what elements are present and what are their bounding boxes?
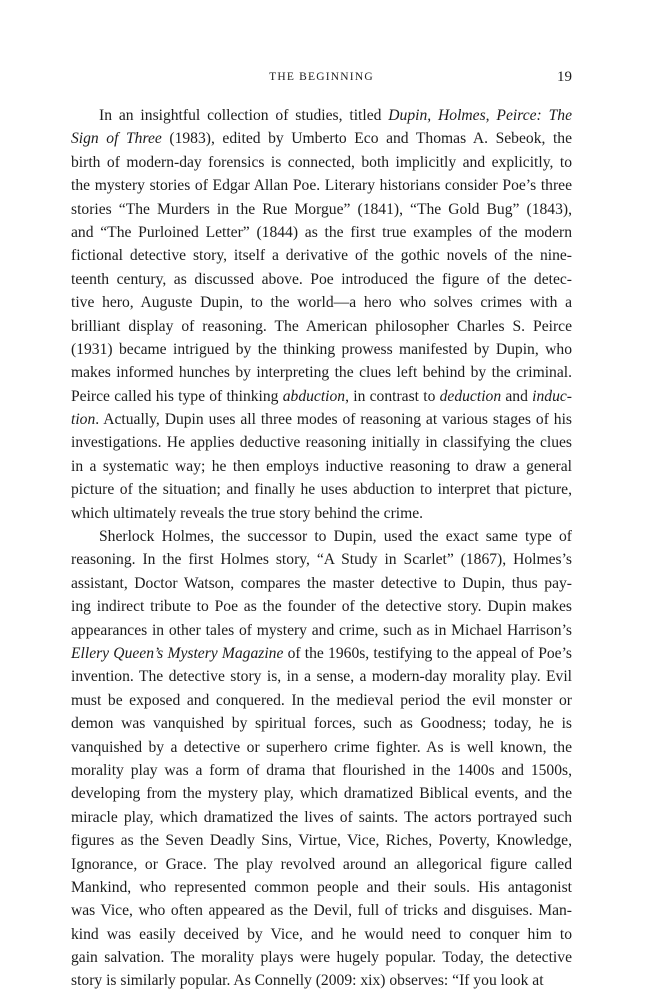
page-number: 19 [557, 69, 572, 85]
text-run: appearances in other tales of mystery and crime, such as in Michael Harrison’s [71, 621, 572, 639]
text-run: . Actually, Dupin uses all three modes of reasoning at various stages of his [95, 411, 572, 429]
italic-text: tion [71, 411, 96, 429]
text-line [71, 502, 572, 525]
text-run: makes informed hunches by interpreting the clues left behind by the criminal. [71, 364, 572, 382]
text-line [71, 198, 572, 221]
text-line [71, 408, 572, 431]
text-run: Sherlock Holmes, the successor to Dupin, used the exact same type of [99, 528, 572, 546]
text-run: investigations. He applies deductive reasoning initially in classifying the clues [71, 434, 572, 452]
italic-text: abduction [282, 387, 346, 405]
italic-text: Sign of Three [71, 130, 162, 148]
italic-text: induc- [532, 387, 572, 405]
text-line [71, 782, 572, 805]
text-line [71, 548, 572, 571]
italic-text: Dupin, Holmes, Peirce: The [388, 107, 572, 124]
text-line [71, 478, 572, 501]
italic-text: deduction [439, 387, 502, 405]
text-run: stories “The Murders in the Rue Morgue” (1841), “The Gold Bug” (1843), [71, 200, 572, 218]
text-run: , in contrast to [345, 387, 440, 405]
text-line [71, 221, 572, 244]
text-line [71, 829, 572, 852]
text-run: ing indirect tribute to Poe as the founder of the detective story. Dupin makes [71, 598, 572, 616]
text-run: and “The Purloined Letter” (1844) as the first true examples of the modern [71, 223, 572, 241]
text-line [71, 946, 572, 969]
text-run: morality play was a form of drama that flourished in the 1400s and 1500s, [71, 761, 572, 779]
text-line [71, 853, 572, 876]
text-line [71, 899, 572, 922]
text-line [71, 806, 572, 829]
text-run: which ultimately reveals the true story behind the crime. [71, 504, 424, 522]
text-line [71, 151, 572, 174]
text-run: developing from the mystery play, which dramatized Biblical events, and the [71, 785, 572, 803]
text-run: assistant, Doctor Watson, compares the master detective to Dupin, thus pay- [71, 574, 572, 592]
text-line [71, 689, 572, 712]
text-line [71, 759, 572, 782]
running-header [71, 66, 572, 88]
body-text [71, 104, 572, 993]
text-run: fictional detective story, itself a derivative of the gothic novels of the nine- [71, 247, 572, 265]
text-line [71, 969, 572, 992]
text-run: figures as the Seven Deadly Sins, Virtue, Vice, Riches, Poverty, Knowledge, [71, 832, 572, 850]
text-run: Ignorance, or Grace. The play revolved around an allegorical figure called [71, 855, 572, 873]
text-run: was Vice, who often appeared as the Devil, full of tricks and disguises. Man- [71, 902, 572, 920]
italic-text: Ellery Queen’s Mystery Magazine [71, 644, 284, 662]
text-line [71, 712, 572, 735]
text-run: miracle play, which dramatized the lives of saints. The actors portrayed such [71, 808, 572, 826]
text-run: story is similarly popular. As Connelly (2009: xix) observes: “If you look at [71, 972, 544, 990]
text-run: the mystery stories of Edgar Allan Poe. Literary historians consider Poe’s three [71, 177, 572, 195]
text-line [71, 361, 572, 384]
text-line [71, 876, 572, 899]
text-run: must be exposed and conquered. In the medieval period the evil monster or [71, 691, 572, 709]
text-line [71, 385, 572, 408]
text-run: and [501, 387, 533, 405]
text-run: reasoning. In the first Holmes story, “A Study in Scarlet” (1867), Holmes’s [71, 551, 572, 569]
text-line [71, 619, 572, 642]
text-line [71, 174, 572, 197]
text-run: tive hero, Auguste Dupin, to the world—a hero who solves crimes with a [71, 294, 572, 312]
text-line [71, 525, 572, 548]
text-run: Mankind, who represented common people and their souls. His antagonist [71, 878, 572, 896]
text-run: In an insightful collection of studies, titled [99, 107, 389, 124]
text-line [71, 268, 572, 291]
text-line [71, 455, 572, 478]
text-run: (1983), edited by Umberto Eco and Thomas A. Sebeok, the [161, 130, 573, 148]
text-line [71, 572, 572, 595]
text-run: demon was vanquished by spiritual forces, such as Goodness; today, he is [71, 715, 572, 733]
text-run: invention. The detective story is, in a sense, a modern-day morality play. Evil [71, 668, 572, 686]
text-line [71, 127, 572, 150]
text-line [71, 338, 572, 361]
text-line [71, 736, 572, 759]
text-run: picture of the situation; and finally he uses abduction to interpret that picture, [71, 481, 572, 499]
text-run: Peirce called his type of thinking [71, 387, 283, 405]
text-line [71, 923, 572, 946]
text-line [71, 595, 572, 618]
text-run: teenth century, as discussed above. Poe introduced the figure of the detec- [71, 270, 572, 288]
text-run: gain salvation. The morality plays were hugely popular. Today, the detective [71, 949, 572, 967]
text-run: kind was easily deceived by Vice, and he would need to conquer him to [71, 925, 572, 943]
text-run: (1931) became intrigued by the thinking prowess manifested by Dupin, who [71, 340, 572, 358]
text-run: of the 1960s, testifying to the appeal of Poe’s [283, 644, 572, 662]
text-run: in a systematic way; he then employs inductive reasoning to draw a general [71, 457, 572, 475]
paragraph [71, 525, 572, 993]
text-line [71, 291, 572, 314]
paragraph [71, 104, 572, 525]
text-run: brilliant display of reasoning. The American philosopher Charles S. Peirce [71, 317, 572, 335]
text-line [71, 642, 572, 665]
text-line [71, 665, 572, 688]
text-run: vanquished by a detective or superhero crime fighter. As is well known, the [71, 738, 572, 756]
text-line [71, 431, 572, 454]
text-run: birth of modern-day forensics is connected, both implicitly and explicitly, to [71, 153, 572, 171]
text-line [71, 315, 572, 338]
text-line [71, 244, 572, 267]
running-title: THE BEGINNING [269, 71, 374, 83]
text-line [71, 104, 572, 127]
